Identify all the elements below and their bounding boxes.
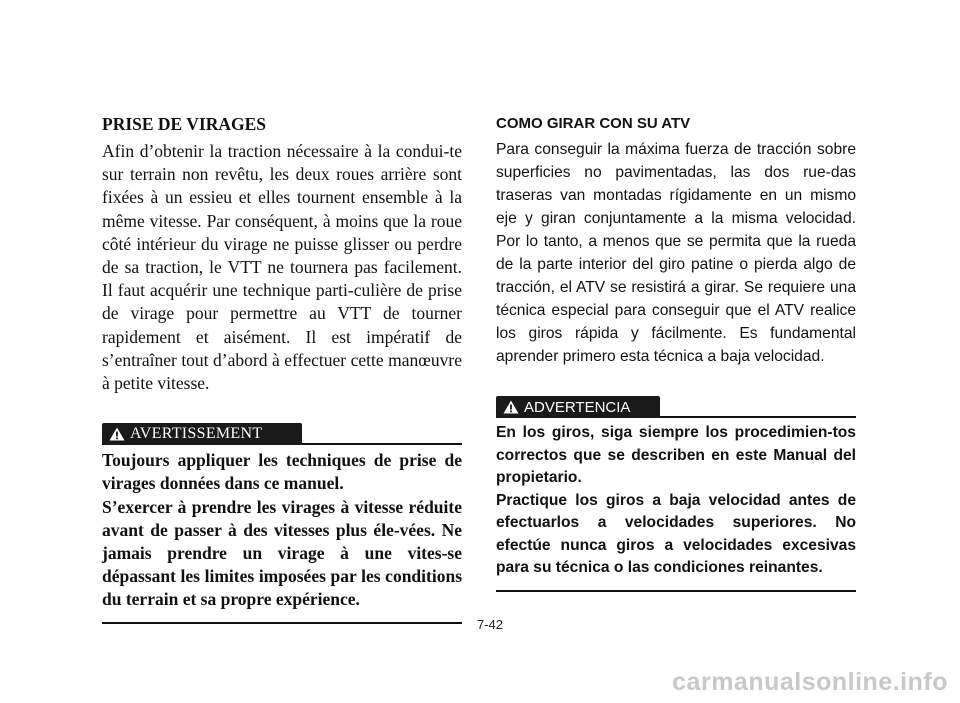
french-heading: PRISE DE VIRAGES bbox=[102, 114, 267, 134]
spanish-heading: COMO GIRAR CON SU ATV bbox=[496, 115, 691, 132]
french-column bbox=[102, 112, 462, 624]
french-warning-bar bbox=[102, 421, 462, 445]
spanish-warning-label-text: ADVERTENCIA bbox=[524, 398, 631, 416]
spanish-end-rule bbox=[496, 590, 856, 592]
warning-triangle-icon bbox=[108, 426, 126, 442]
french-warning-p2: S’exercer à prendre les virages à vitesse réduite avant de passer à des vitesses plus éle-vées. Ne jamais prendre un virage à une vites-se dépassant les limites imposées par les conditions du terrain et sa propre expérience. bbox=[102, 496, 462, 610]
spanish-body: Para conseguir la máxima fuerza de tracción sobre superficies no pavimentadas, las dos rue-das traseras van montadas rígidamente en un mismo eje y giran conjuntamente a la misma velocidad. Por lo tanto, a menos que se permita que la rueda de la parte interior del giro patine o pierda algo de tracción, el ATV se resistirá a girar. Se requiere una técnica especial para conseguir que el ATV realice los giros rápida y fácilmente. Es fundamental aprender primero esta técnica a baja velocidad. bbox=[496, 141, 856, 365]
page-number: 7-42 bbox=[476, 617, 504, 632]
spanish-warning-label bbox=[496, 396, 660, 418]
spanish-column bbox=[496, 112, 856, 592]
spanish-warning-bar bbox=[496, 394, 856, 418]
french-end-rule bbox=[102, 622, 462, 624]
warning-triangle-icon bbox=[502, 399, 520, 415]
watermark: carmanualsonline.info bbox=[672, 668, 948, 696]
spanish-warning-p2: Practique los giros a baja velocidad antes de efectuarlos a velocidades superiores. No efectúe nunca giros a velocidades excesivas para su técnica o las condiciones reinantes. bbox=[496, 491, 856, 576]
french-warning-label bbox=[102, 423, 302, 445]
french-body: Afin d’obtenir la traction nécessaire à la condui-te sur terrain non revêtu, les deux roues arrière sont fixées à un essieu et elles tournent ensemble à la même vitesse. Par conséquent, à moins que la roue côté intérieur du virage ne puisse glisser ou perdre de sa traction, le VTT ne tournera pas facilement. Il faut acquérir une technique parti-culière de prise de virage pour permettre au VTT de tourner rapidement et aisément. Il est impératif de s’entraîner tout d’abord à effectuer cette manœuvre à petite vitesse. bbox=[102, 141, 462, 394]
french-warning-label-text: AVERTISSEMENT bbox=[130, 425, 263, 443]
spanish-warning-p1: En los giros, siga siempre los procedimien-tos correctos que se describen en este Manual del propietario. bbox=[496, 424, 856, 486]
french-warning-p1: Toujours appliquer les techniques de prise de virages données dans ce manuel. bbox=[102, 450, 462, 494]
